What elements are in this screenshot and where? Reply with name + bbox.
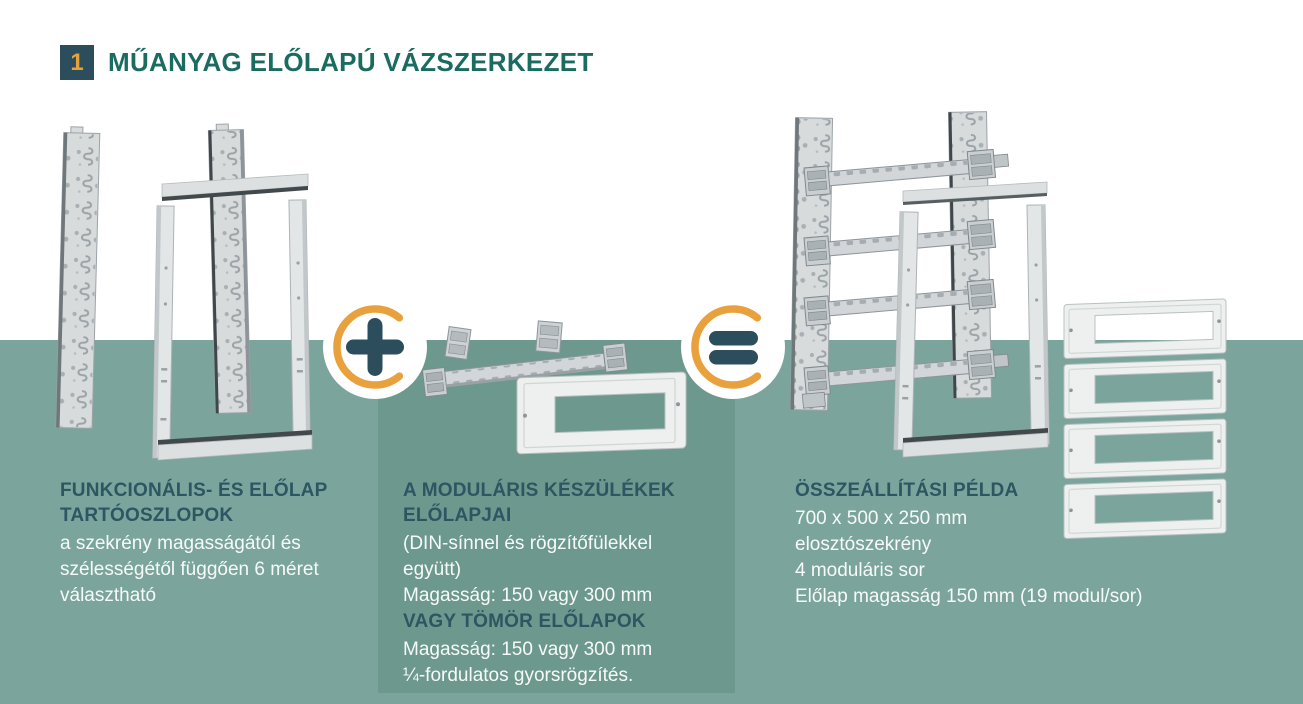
left-body-line: választható [60, 585, 157, 606]
thin-upright [153, 206, 174, 458]
middle-body-2 [403, 637, 728, 689]
right-body-line: 4 moduláris sor [795, 560, 925, 581]
middle-body-1 [403, 531, 728, 609]
right-text-block [795, 478, 1275, 610]
middle-body-line: (DIN-sínnel és rögzítőfülekkel [403, 533, 653, 554]
fixing-clip [445, 327, 471, 360]
left-text-block [60, 478, 380, 609]
left-body-line: szélességétől függően 6 méret [60, 559, 319, 580]
left-heading-line: FUNKCIONÁLIS- ÉS ELŐLAP [60, 480, 328, 501]
front-panel [1064, 299, 1226, 359]
front-panel [1064, 359, 1226, 419]
middle-heading-line: A MODULÁRIS KÉSZÜLÉKEK [403, 480, 675, 501]
perforated-upright [56, 127, 100, 429]
right-body [795, 506, 1275, 610]
thin-upright [289, 200, 310, 446]
modular-front-panel [517, 372, 686, 454]
cross-bar [158, 430, 312, 460]
right-heading: ÖSSZEÁLLÍTÁSI PÉLDA [795, 480, 1019, 501]
right-body-line: elosztószekrény [795, 534, 932, 555]
middle-subheading: VAGY TÖMÖR ELŐLAPOK [403, 611, 646, 632]
thin-upright [1027, 205, 1049, 444]
plus-icon [321, 293, 429, 401]
equals-icon [679, 293, 787, 401]
assembled-frame-illustration [778, 105, 1068, 470]
middle-body-line: Magasság: 150 vagy 300 mm [403, 585, 653, 606]
left-body-line: a szekrény magasságától és [60, 533, 301, 554]
page-title: MŰANYAG ELŐLAPÚ VÁZSZERKEZET [108, 47, 594, 77]
right-body-line: Előlap magasság 150 mm (19 modul/sor) [795, 586, 1143, 607]
middle-body-line: ¼-fordulatos gyorsrögzítés. [403, 665, 634, 686]
right-body-line: 700 x 500 x 250 mm [795, 508, 968, 529]
section-number-badge: 1 [60, 45, 94, 80]
left-heading [60, 478, 380, 528]
middle-text-block [403, 478, 728, 689]
left-body [60, 531, 380, 609]
perforated-upright [208, 124, 251, 414]
fixing-clip [536, 321, 563, 353]
middle-body-line: együtt) [403, 559, 462, 580]
support-columns-illustration [40, 118, 340, 468]
middle-body-line: Magasság: 150 vagy 300 mm [403, 639, 653, 660]
middle-heading-line: ELŐLAPJAI [403, 505, 512, 526]
front-panel [1064, 419, 1226, 479]
left-heading-line: TARTÓOSZLOPOK [60, 505, 234, 526]
middle-heading [403, 478, 728, 528]
din-rail-and-panel-illustration [400, 296, 710, 466]
section-header [60, 45, 594, 80]
cross-bar [903, 428, 1048, 457]
